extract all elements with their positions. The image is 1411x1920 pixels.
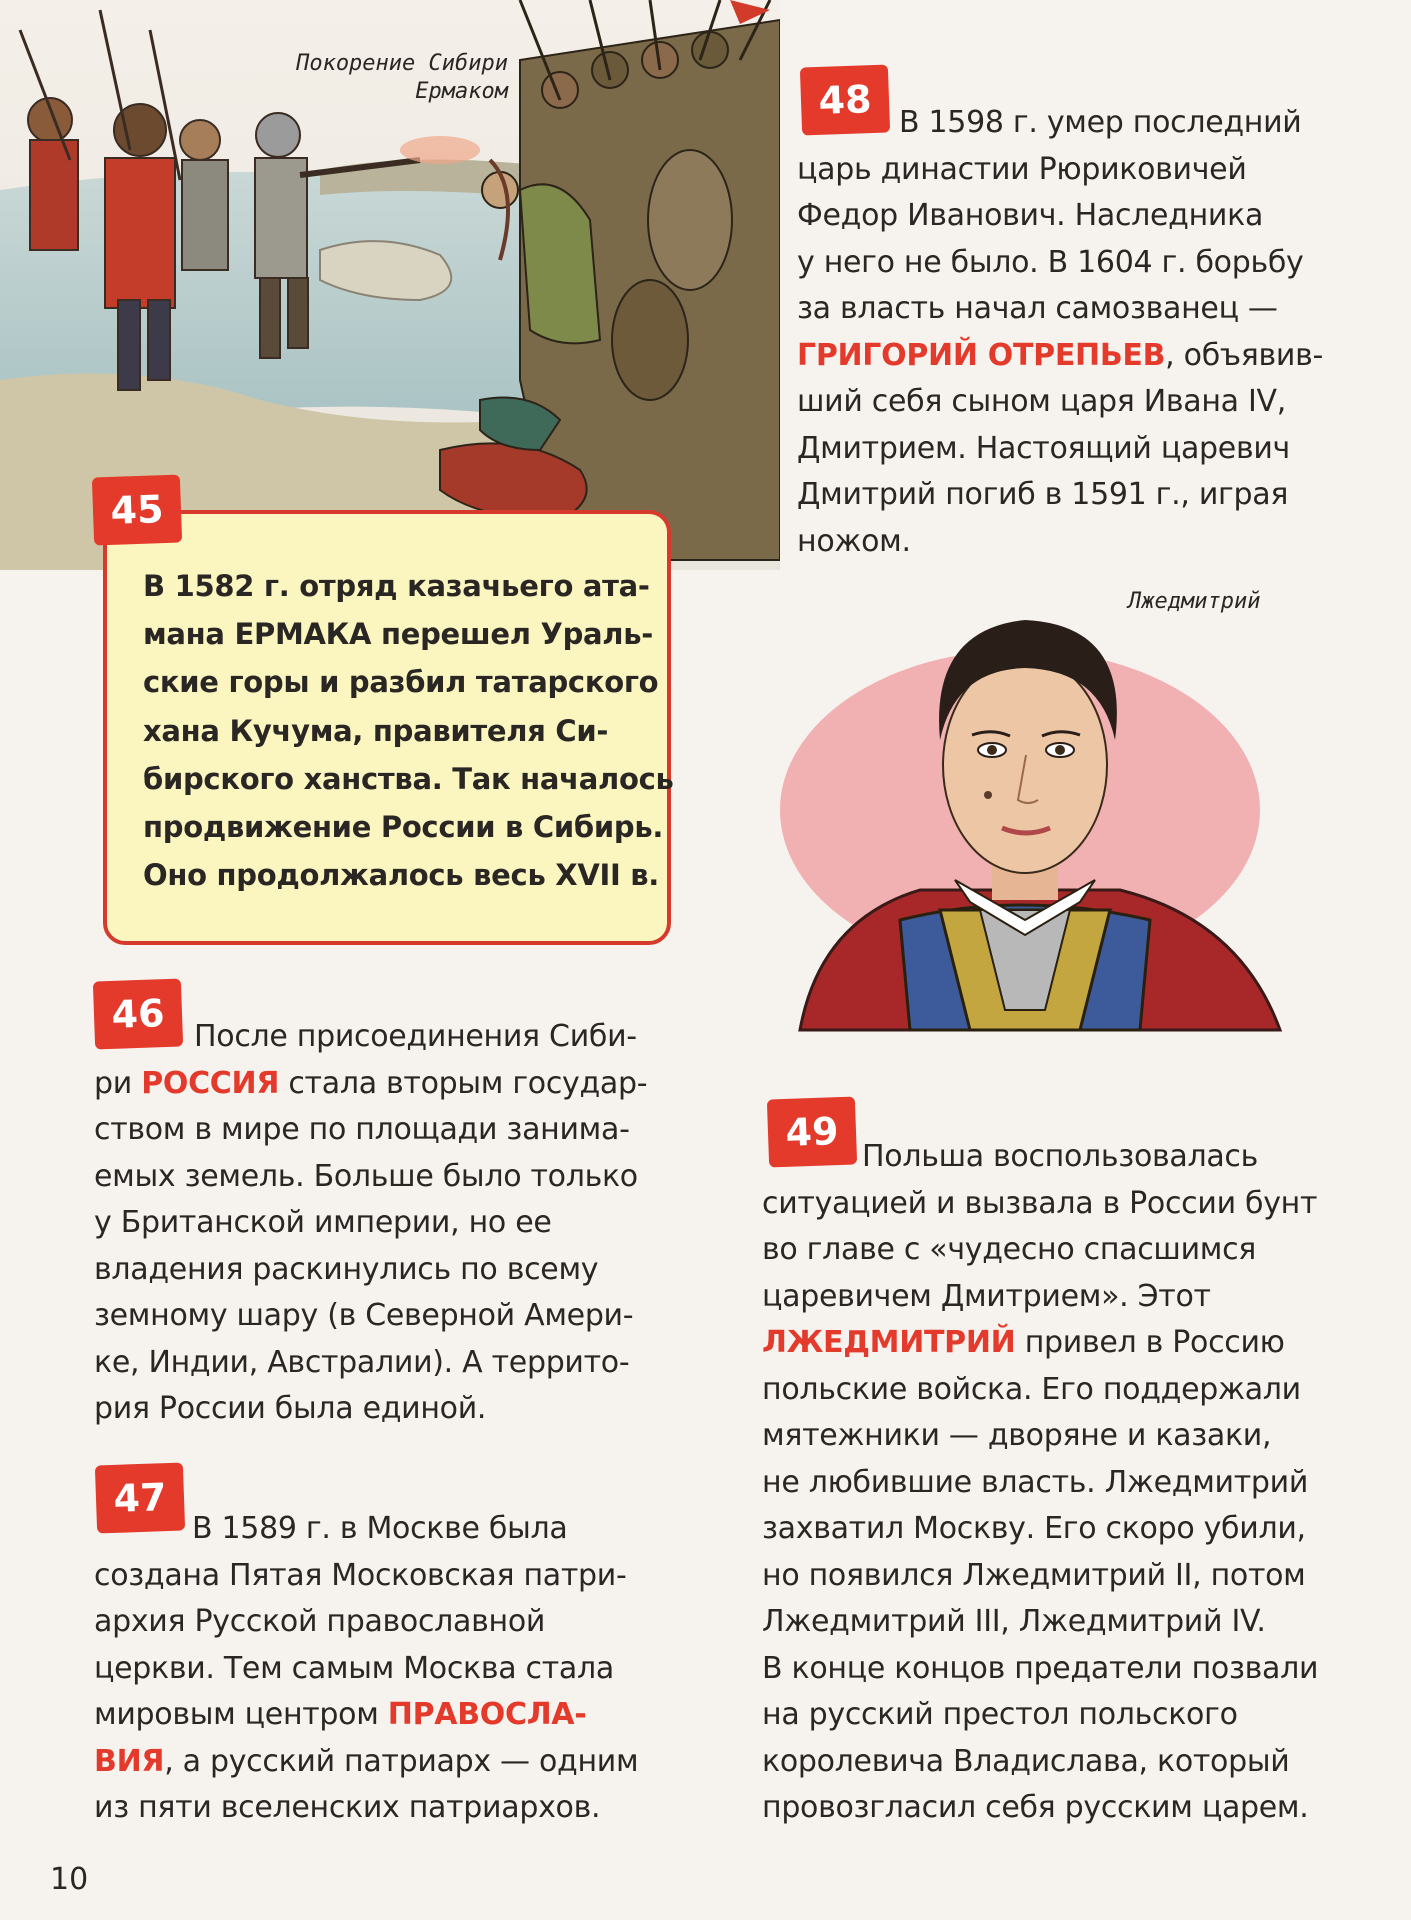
fact-49-line: мятежники — дворяне и казаки, [762,1418,1272,1453]
fact-45-line: Оно продолжалось весь XVII в. [143,858,660,893]
battle-caption-line2: Ермаком [415,79,508,104]
fact-46-badge: 46 [93,978,183,1049]
fact-45-badge: 45 [92,474,182,545]
fact-48-line: В 1598 г. умер последний [899,105,1302,140]
fact-46-line: емых земель. Больше было только [94,1158,638,1194]
fact-48-line: Федор Иванович. Наследника [797,198,1264,233]
fact-45-line: мана ЕРМАКА перешел Ураль- [143,617,654,652]
fact-49-text [762,1134,1318,1832]
fact-48-line: , объявив- [1165,337,1324,373]
fact-49-line: захватил Москву. Его скоро убили, [762,1511,1306,1546]
false-dmitry-portrait [780,590,1300,1060]
highlight-orthodoxy-part2: ВИЯ [94,1743,165,1779]
fact-49-line: польские войска. Его поддержали [762,1371,1301,1407]
battle-caption-line1: Покорение Сибири [296,51,508,76]
fact-45-line: продвижение России в Сибирь. [143,810,664,845]
fact-49-line: но появился Лжедмитрий II, потом [762,1557,1306,1593]
highlight-false-dmitry: ЛЖЕДМИТРИЙ [762,1325,1016,1360]
fact-48-line: у него не было. В 1604 г. борьбу [797,244,1304,280]
fact-49-line: не любившие власть. Лжедмитрий [762,1464,1309,1500]
fact-49-line: во главе с «чудесно спасшимся [762,1232,1257,1267]
fact-47-line: создана Пятая Московская патри- [94,1557,627,1593]
page-number: 10 [50,1862,89,1897]
fact-45-text [143,562,674,899]
fact-46-line: земному шару (в Северной Амери- [94,1298,634,1333]
portrait-caption: Лжедмитрий [1128,589,1261,614]
fact-48-line: ножом. [797,523,911,559]
fact-49-line: В конце концов предатели позвали [762,1650,1319,1686]
fact-46-line: ри [94,1065,142,1101]
battle-caption [226,50,508,106]
fact-49-line: привел в Россию [1015,1325,1285,1360]
highlight-otrepyev: ГРИГОРИЙ ОТРЕПЬЕВ [797,337,1166,373]
highlight-orthodoxy-part1: ПРАВОСЛА- [387,1697,587,1732]
fact-47-line: архия Русской православной [94,1604,546,1639]
fact-46-line: рия России была единой. [94,1391,487,1426]
fact-49-line: Польша воспользовалась [862,1139,1258,1174]
fact-46-line: у Британской империи, но ее [94,1205,552,1240]
fact-47-line: мировым центром [94,1697,388,1732]
fact-46-line: После присоединения Сиби- [194,1019,637,1054]
fact-48-line: за власть начал самозванец — [797,291,1278,326]
fact-48-text [797,100,1323,565]
fact-45-line: бирского ханства. Так началось [143,761,674,796]
fact-46-line: ке, Индии, Австралии). А террито- [94,1344,630,1380]
fact-45-line: хана Кучума, правителя Си- [143,713,609,748]
fact-49-line: провозгласил себя русским царем. [762,1790,1309,1825]
fact-45-line: ские горы и разбил татарского [143,665,659,700]
fact-45-box [103,510,674,945]
fact-47-line: из пяти вселенских патриархов. [94,1790,601,1825]
fact-48-line: ший себя сыном царя Ивана IV, [797,384,1287,419]
fact-49-line: королевича Владислава, который [762,1743,1290,1779]
fact-47-line: , а русский патриарх — одним [164,1743,639,1779]
fact-46-line: владения раскинулись по всему [94,1251,599,1287]
fact-47-line: церкви. Тем самым Москва стала [94,1650,614,1686]
fact-47-badge: 47 [95,1462,185,1533]
fact-46-line: ством в мире по площади занима- [94,1112,630,1147]
fact-49-line: Лжедмитрий III, Лжедмитрий IV. [762,1604,1266,1639]
fact-48-line: Дмитрием. Настоящий царевич [797,430,1290,466]
fact-46-line: стала вторым государ- [279,1065,648,1101]
fact-47-text [94,1506,638,1832]
fact-48-line: Дмитрий погиб в 1591 г., играя [797,477,1289,512]
fact-47-line: В 1589 г. в Москве была [192,1511,568,1546]
fact-49-line: на русский престол польского [762,1697,1238,1732]
fact-49-badge: 49 [767,1096,857,1167]
fact-49-line: царевичем Дмитрием». Этот [762,1278,1211,1314]
fact-45-line: В 1582 г. отряд казачьего ата- [143,569,650,603]
fact-46-text [94,1014,647,1433]
fact-48-badge: 48 [800,64,890,135]
fact-49-line: ситуацией и вызвала в России бунт [762,1185,1318,1221]
highlight-russia: РОССИЯ [141,1065,280,1101]
fact-48-line: царь династии Рюриковичей [797,151,1247,187]
